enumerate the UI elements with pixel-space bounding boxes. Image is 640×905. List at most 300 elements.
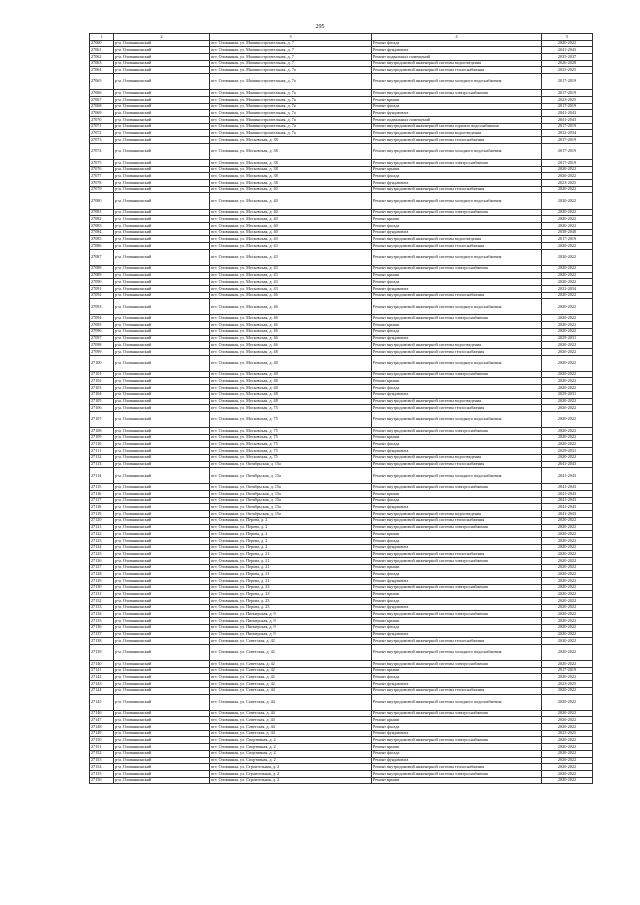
table-row (90, 717, 593, 724)
work-type-cell: Ремонт внутридомовой инженерной системы теплоснабжения (372, 242, 542, 249)
address-cell: пгт. Оловянная, ул. Советская, д. 44 (210, 687, 372, 694)
district-cell: р-н. Оловяннинский (114, 537, 210, 544)
row-number-cell: 27090 (90, 279, 114, 286)
address-cell: пгт. Оловянная, ул. Октябрьская, д. 15а (210, 504, 372, 511)
address-cell: пгт. Оловянная, ул. Московская, д. 43 (210, 249, 372, 265)
row-number-cell: 27133 (90, 604, 114, 611)
table-row (90, 497, 593, 504)
work-type-cell: Ремонт крыши (372, 166, 542, 173)
district-cell: р-н. Оловяннинский (114, 355, 210, 371)
header-cell: 3 (210, 34, 372, 41)
work-type-cell: Ремонт внутридомовой инженерной системы водоотведения (372, 511, 542, 518)
district-cell: р-н. Оловяннинский (114, 166, 210, 173)
table-row (90, 524, 593, 531)
period-cell: 2020-2022 (542, 315, 593, 322)
table-row (90, 624, 593, 631)
table-row (90, 265, 593, 272)
address-cell: пгт. Оловянная, ул. Октябрьская, д. 15а (210, 491, 372, 498)
period-cell: 2041-2043 (542, 47, 593, 54)
district-cell: р-н. Оловяннинский (114, 242, 210, 249)
period-cell: 2029-2031 (542, 391, 593, 398)
work-type-cell: Ремонт внутридомовой инженерной системы водоотведения (372, 236, 542, 243)
table-row (90, 744, 593, 751)
period-cell: 2020-2022 (542, 624, 593, 631)
address-cell: пгт. Оловянная, ул. Московская, д. 40 (210, 222, 372, 229)
address-cell: пгт. Оловянная, ул. Московская, д. 75 (210, 434, 372, 441)
table-row (90, 116, 593, 123)
period-cell: 2041-2043 (542, 116, 593, 123)
work-type-cell: Ремонт крыши (372, 434, 542, 441)
period-cell: 2020-2022 (542, 398, 593, 405)
row-number-cell: 27091 (90, 285, 114, 292)
address-cell: пгт. Оловянная, ул. Московская, д. 43 (210, 285, 372, 292)
table-row (90, 611, 593, 618)
period-cell: 2020-2022 (542, 744, 593, 751)
address-cell: пгт. Оловянная, ул. Московская, д. 48 (210, 348, 372, 355)
table-row (90, 166, 593, 173)
table-row (90, 342, 593, 349)
period-cell: 2017-2019 (542, 123, 593, 130)
table-row (90, 103, 593, 110)
row-number-cell: 27066 (90, 90, 114, 97)
work-type-cell: Ремонт внутридомовой инженерной системы электроснабжения (372, 661, 542, 668)
row-number-cell: 27076 (90, 166, 114, 173)
repair-schedule-table (89, 33, 593, 784)
row-number-cell: 27099 (90, 348, 114, 355)
address-cell: пгт. Оловянная, ул. Московская, д. 75 (210, 454, 372, 461)
period-cell: 2020-2022 (542, 611, 593, 618)
address-cell: пгт. Оловянная, ул. Перова, д. 23 (210, 598, 372, 605)
district-cell: р-н. Оловяннинский (114, 236, 210, 243)
work-type-cell: Ремонт внутридомовой инженерной системы электроснабжения (372, 737, 542, 744)
period-cell: 2020-2022 (542, 564, 593, 571)
period-cell: 2020-2022 (542, 299, 593, 315)
table-row (90, 491, 593, 498)
period-cell: 2041-2043 (542, 504, 593, 511)
work-type-cell: Ремонт фундамента (372, 179, 542, 186)
district-cell: р-н. Оловяннинский (114, 710, 210, 717)
address-cell: пгт. Оловянная, ул. Перова, д. 21 (210, 571, 372, 578)
period-cell: 2020-2022 (542, 209, 593, 216)
district-cell: р-н. Оловяннинский (114, 179, 210, 186)
period-cell: 2020-2022 (542, 531, 593, 538)
table-row (90, 644, 593, 660)
table-row (90, 242, 593, 249)
table-row (90, 222, 593, 229)
district-cell: р-н. Оловяннинский (114, 405, 210, 412)
district-cell: р-н. Оловяннинский (114, 687, 210, 694)
row-number-cell: 27089 (90, 272, 114, 279)
table-row (90, 249, 593, 265)
address-cell: пгт. Оловянная, ул. Московская, д. 75 (210, 448, 372, 455)
row-number-cell: 27065 (90, 74, 114, 90)
header-cell: 1 (90, 34, 114, 41)
district-cell: р-н. Оловяннинский (114, 667, 210, 674)
address-cell: пгт. Оловянная, ул. Московская, д. 40 (210, 216, 372, 223)
period-cell: 2020-2022 (542, 378, 593, 385)
table-row (90, 434, 593, 441)
period-cell: 2020-2022 (542, 40, 593, 47)
district-cell: р-н. Оловяннинский (114, 216, 210, 223)
district-cell: р-н. Оловяннинский (114, 631, 210, 638)
period-cell: 2020-2022 (542, 544, 593, 551)
row-number-cell: 27156 (90, 777, 114, 784)
table-row (90, 777, 593, 784)
district-cell: р-н. Оловяннинский (114, 584, 210, 591)
table-row (90, 355, 593, 371)
table-row (90, 348, 593, 355)
table-row (90, 584, 593, 591)
period-cell: 2020-2022 (542, 724, 593, 731)
period-cell: 2020-2022 (542, 631, 593, 638)
district-cell: р-н. Оловяннинский (114, 730, 210, 737)
row-number-cell: 27075 (90, 159, 114, 166)
period-cell: 2020-2022 (542, 604, 593, 611)
district-cell: р-н. Оловяннинский (114, 173, 210, 180)
row-number-cell: 27083 (90, 222, 114, 229)
row-number-cell: 27095 (90, 322, 114, 329)
period-cell: 2017-2019 (542, 159, 593, 166)
district-cell: р-н. Оловяннинский (114, 328, 210, 335)
period-cell: 2020-2022 (542, 618, 593, 625)
table-row (90, 186, 593, 193)
address-cell: пгт. Оловянная, ул. Московская, д. 40 (210, 209, 372, 216)
work-type-cell: Ремонт крыши (372, 96, 542, 103)
row-number-cell: 27061 (90, 47, 114, 54)
address-cell: пгт. Оловянная, ул. Спортивная, д. 2 (210, 737, 372, 744)
work-type-cell: Ремонт внутридомовой инженерной системы горячего водоснабжения (372, 123, 542, 130)
table-row (90, 564, 593, 571)
period-cell: 2020-2022 (542, 186, 593, 193)
district-cell: р-н. Оловяннинский (114, 598, 210, 605)
table-row (90, 299, 593, 315)
district-cell: р-н. Оловяннинский (114, 454, 210, 461)
work-type-cell: Ремонт внутридомовой инженерной системы теплоснабжения (372, 687, 542, 694)
district-cell: р-н. Оловяннинский (114, 265, 210, 272)
period-cell: 2020-2022 (542, 777, 593, 784)
district-cell: р-н. Оловяннинский (114, 764, 210, 771)
period-cell: 2023-2025 (542, 96, 593, 103)
row-number-cell: 27098 (90, 342, 114, 349)
address-cell: пгт. Оловянная, ул. Советская, д. 42 (210, 674, 372, 681)
address-cell: пгт. Оловянная, ул. Машиностроительная, д. 7 (210, 60, 372, 67)
row-number-cell: 27138 (90, 638, 114, 645)
row-number-cell: 27078 (90, 179, 114, 186)
row-number-cell: 27151 (90, 744, 114, 751)
address-cell: пгт. Оловянная, ул. Машиностроительная, д. 7а (210, 116, 372, 123)
table-row (90, 448, 593, 455)
row-number-cell: 27068 (90, 103, 114, 110)
table-row (90, 598, 593, 605)
district-cell: р-н. Оловяннинский (114, 497, 210, 504)
work-type-cell: Ремонт фундамента (372, 448, 542, 455)
district-cell: р-н. Оловяннинский (114, 378, 210, 385)
district-cell: р-н. Оловяннинский (114, 411, 210, 427)
work-type-cell: Ремонт фундамента (372, 681, 542, 688)
district-cell: р-н. Оловяннинский (114, 624, 210, 631)
work-type-cell: Ремонт внутридомовой инженерной системы электроснабжения (372, 524, 542, 531)
district-cell: р-н. Оловяннинский (114, 611, 210, 618)
row-number-cell: 27128 (90, 571, 114, 578)
row-number-cell: 27062 (90, 53, 114, 60)
row-number-cell: 27064 (90, 67, 114, 74)
table-header-row (90, 34, 593, 41)
work-type-cell: Ремонт внутридомовой инженерной системы холодного водоснабжения (372, 249, 542, 265)
address-cell: пгт. Оловянная, ул. Перова, д. 2 (210, 531, 372, 538)
table-row (90, 517, 593, 524)
district-cell: р-н. Оловяннинский (114, 209, 210, 216)
row-number-cell: 27070 (90, 116, 114, 123)
period-cell: 2020-2022 (542, 193, 593, 209)
work-type-cell: Ремонт крыши (372, 531, 542, 538)
period-cell: 2032-2034 (542, 285, 593, 292)
address-cell: пгт. Оловянная, ул. Московская, д. 46 (210, 315, 372, 322)
period-cell: 2020-2022 (542, 661, 593, 668)
address-cell: пгт. Оловянная, ул. Перова, д. 2 (210, 544, 372, 551)
table-row (90, 143, 593, 159)
address-cell: пгт. Оловянная, ул. Московская, д. 38 (210, 166, 372, 173)
work-type-cell: Ремонт внутридомовой инженерной системы теплоснабжения (372, 137, 542, 144)
address-cell: пгт. Оловянная, ул. Московская, д. 40 (210, 186, 372, 193)
work-type-cell: Ремонт крыши (372, 564, 542, 571)
row-number-cell: 27085 (90, 236, 114, 243)
district-cell: р-н. Оловяннинский (114, 441, 210, 448)
period-cell: 2029-2031 (542, 335, 593, 342)
period-cell: 2020-2022 (542, 328, 593, 335)
work-type-cell: Ремонт внутридомовой инженерной системы холодного водоснабжения (372, 355, 542, 371)
row-number-cell: 27141 (90, 667, 114, 674)
district-cell: р-н. Оловяннинский (114, 110, 210, 117)
address-cell: пгт. Оловянная, ул. Московская, д. 46 (210, 299, 372, 315)
address-cell: пгт. Оловянная, ул. Пионерская, д. 9 (210, 631, 372, 638)
district-cell: р-н. Оловяннинский (114, 777, 210, 784)
address-cell: пгт. Оловянная, ул. Московская, д. 46 (210, 328, 372, 335)
table-row (90, 123, 593, 130)
address-cell: пгт. Оловянная, ул. Машиностроительная, д. 7а (210, 74, 372, 90)
work-type-cell: Ремонт внутридомовой инженерной системы электроснабжения (372, 159, 542, 166)
district-cell: р-н. Оловяннинский (114, 517, 210, 524)
row-number-cell: 27134 (90, 611, 114, 618)
row-number-cell: 27101 (90, 371, 114, 378)
work-type-cell: Ремонт внутридомовой инженерной системы теплоснабжения (372, 461, 542, 468)
district-cell: р-н. Оловяннинский (114, 335, 210, 342)
period-cell: 2032-2034 (542, 130, 593, 137)
row-number-cell: 27139 (90, 644, 114, 660)
row-number-cell: 27088 (90, 265, 114, 272)
period-cell: 2020-2022 (542, 524, 593, 531)
period-cell: 2020-2022 (542, 322, 593, 329)
row-number-cell: 27073 (90, 137, 114, 144)
address-cell: пгт. Оловянная, ул. Московская, д. 75 (210, 411, 372, 427)
period-cell: 2017-2019 (542, 143, 593, 159)
work-type-cell: Ремонт внутридомовой инженерной системы теплоснабжения (372, 638, 542, 645)
table-row (90, 315, 593, 322)
period-cell: 2020-2022 (542, 292, 593, 299)
table-row (90, 571, 593, 578)
address-cell: пгт. Оловянная, ул. Машиностроительная, д. 7а (210, 130, 372, 137)
district-cell: р-н. Оловяннинский (114, 40, 210, 47)
work-type-cell: Ремонт внутридомовой инженерной системы электроснабжения (372, 611, 542, 618)
table-row (90, 757, 593, 764)
period-cell: 2041-2043 (542, 468, 593, 484)
district-cell: р-н. Оловяннинский (114, 524, 210, 531)
address-cell: пгт. Оловянная, ул. Пионерская, д. 9 (210, 618, 372, 625)
work-type-cell: Ремонт фасада (372, 279, 542, 286)
district-cell: р-н. Оловяннинский (114, 564, 210, 571)
work-type-cell: Ремонт фундамента (372, 757, 542, 764)
period-cell: 2020-2022 (542, 279, 593, 286)
work-type-cell: Ремонт внутридомовой инженерной системы водоотведения (372, 454, 542, 461)
period-cell: 2017-2019 (542, 90, 593, 97)
work-type-cell: Ремонт фасада (372, 598, 542, 605)
period-cell: 2023-2025 (542, 67, 593, 74)
row-number-cell: 27112 (90, 454, 114, 461)
row-number-cell: 27082 (90, 216, 114, 223)
address-cell: пгт. Оловянная, ул. Московская, д. 75 (210, 441, 372, 448)
district-cell: р-н. Оловяннинский (114, 591, 210, 598)
table-row (90, 511, 593, 518)
district-cell: р-н. Оловяннинский (114, 618, 210, 625)
row-number-cell: 27119 (90, 511, 114, 518)
period-cell: 2020-2022 (542, 598, 593, 605)
period-cell: 2041-2043 (542, 110, 593, 117)
district-cell: р-н. Оловяннинский (114, 468, 210, 484)
row-number-cell: 27120 (90, 517, 114, 524)
table-row (90, 694, 593, 710)
row-number-cell: 27111 (90, 448, 114, 455)
row-number-cell: 27115 (90, 484, 114, 491)
table-row (90, 193, 593, 209)
work-type-cell: Ремонт крыши (372, 744, 542, 751)
district-cell: р-н. Оловяннинский (114, 511, 210, 518)
table-row (90, 504, 593, 511)
work-type-cell: Ремонт фасада (372, 328, 542, 335)
row-number-cell: 27152 (90, 750, 114, 757)
table-row (90, 130, 593, 137)
address-cell: пгт. Оловянная, ул. Строительная, д. 2 (210, 770, 372, 777)
period-cell: 2023-2025 (542, 179, 593, 186)
work-type-cell: Ремонт внутридомовой инженерной системы электроснабжения (372, 428, 542, 435)
table-row (90, 335, 593, 342)
work-type-cell: Ремонт внутридомовой инженерной системы холодного водоснабжения (372, 694, 542, 710)
district-cell: р-н. Оловяннинский (114, 398, 210, 405)
address-cell: пгт. Оловянная, ул. Московская, д. 75 (210, 405, 372, 412)
row-number-cell: 27146 (90, 710, 114, 717)
address-cell: пгт. Оловянная, ул. Московская, д. 38 (210, 173, 372, 180)
row-number-cell: 27094 (90, 315, 114, 322)
work-type-cell: Ремонт фасада (372, 222, 542, 229)
period-cell: 2020-2022 (542, 222, 593, 229)
address-cell: пгт. Оловянная, ул. Советская, д. 44 (210, 724, 372, 731)
header-cell: 5 (542, 34, 593, 41)
work-type-cell: Ремонт фундамента (372, 631, 542, 638)
table-row (90, 96, 593, 103)
row-number-cell: 27107 (90, 411, 114, 427)
table-row (90, 411, 593, 427)
row-number-cell: 27142 (90, 674, 114, 681)
address-cell: пгт. Оловянная, ул. Октябрьская, д. 15а (210, 484, 372, 491)
row-number-cell: 27097 (90, 335, 114, 342)
row-number-cell: 27087 (90, 249, 114, 265)
table-row (90, 667, 593, 674)
table-row (90, 236, 593, 243)
row-number-cell: 27113 (90, 461, 114, 468)
work-type-cell: Ремонт внутридомовой инженерной системы теплоснабжения (372, 292, 542, 299)
work-type-cell: Ремонт внутридомовой инженерной системы водоотведения (372, 130, 542, 137)
table-row (90, 391, 593, 398)
row-number-cell: 27126 (90, 557, 114, 564)
address-cell: пгт. Оловянная, ул. Перова, д. 23 (210, 591, 372, 598)
row-number-cell: 27081 (90, 209, 114, 216)
table-row (90, 770, 593, 777)
address-cell: пгт. Оловянная, ул. Московская, д. 43 (210, 272, 372, 279)
row-number-cell: 27143 (90, 681, 114, 688)
work-type-cell: Ремонт фасада (372, 441, 542, 448)
district-cell: р-н. Оловяннинский (114, 544, 210, 551)
address-cell: пгт. Оловянная, ул. Перова, д. 21 (210, 564, 372, 571)
row-number-cell: 27145 (90, 694, 114, 710)
period-cell: 2020-2022 (542, 342, 593, 349)
table-row (90, 322, 593, 329)
address-cell: пгт. Оловянная, ул. Перова, д. 21 (210, 578, 372, 585)
work-type-cell: Ремонт фасада (372, 385, 542, 392)
work-type-cell: Ремонт подвальных помещений (372, 53, 542, 60)
district-cell: р-н. Оловяннинский (114, 504, 210, 511)
district-cell: р-н. Оловяннинский (114, 130, 210, 137)
work-type-cell: Ремонт внутридомовой инженерной системы водоотведения (372, 398, 542, 405)
address-cell: пгт. Оловянная, ул. Московская, д. 43 (210, 265, 372, 272)
row-number-cell: 27140 (90, 661, 114, 668)
work-type-cell: Ремонт крыши (372, 272, 542, 279)
row-number-cell: 27106 (90, 405, 114, 412)
address-cell: пгт. Оловянная, ул. Октябрьская, д. 15а (210, 511, 372, 518)
period-cell: 2020-2022 (542, 750, 593, 757)
table-row (90, 285, 593, 292)
address-cell: пгт. Оловянная, ул. Московская, д. 38 (210, 179, 372, 186)
period-cell: 2020-2022 (542, 737, 593, 744)
work-type-cell: Ремонт крыши (372, 777, 542, 784)
work-type-cell: Ремонт внутридомовой инженерной системы электроснабжения (372, 770, 542, 777)
district-cell: р-н. Оловяннинский (114, 461, 210, 468)
period-cell: 2041-2043 (542, 484, 593, 491)
period-cell: 2020-2022 (542, 454, 593, 461)
row-number-cell: 27096 (90, 328, 114, 335)
address-cell: пгт. Оловянная, ул. Советская, д. 44 (210, 694, 372, 710)
table-row (90, 90, 593, 97)
table-row (90, 179, 593, 186)
period-cell: 2020-2022 (542, 710, 593, 717)
district-cell: р-н. Оловяннинский (114, 391, 210, 398)
row-number-cell: 27127 (90, 564, 114, 571)
table-row (90, 674, 593, 681)
row-number-cell: 27072 (90, 130, 114, 137)
period-cell: 2020-2022 (542, 571, 593, 578)
district-cell: р-н. Оловяннинский (114, 491, 210, 498)
address-cell: пгт. Оловянная, ул. Московская, д. 48 (210, 371, 372, 378)
row-number-cell: 27063 (90, 60, 114, 67)
address-cell: пгт. Оловянная, ул. Московская, д. 43 (210, 279, 372, 286)
address-cell: пгт. Оловянная, ул. Пионерская, д. 9 (210, 624, 372, 631)
period-cell: 2041-2043 (542, 491, 593, 498)
period-cell: 2020-2022 (542, 265, 593, 272)
work-type-cell: Ремонт внутридомовой инженерной системы электроснабжения (372, 209, 542, 216)
table-row (90, 216, 593, 223)
work-type-cell: Ремонт внутридомовой инженерной системы электроснабжения (372, 584, 542, 591)
address-cell: пгт. Оловянная, ул. Московская, д. 43 (210, 242, 372, 249)
row-number-cell: 27124 (90, 544, 114, 551)
address-cell: пгт. Оловянная, ул. Московская, д. 46 (210, 322, 372, 329)
row-number-cell: 27109 (90, 434, 114, 441)
